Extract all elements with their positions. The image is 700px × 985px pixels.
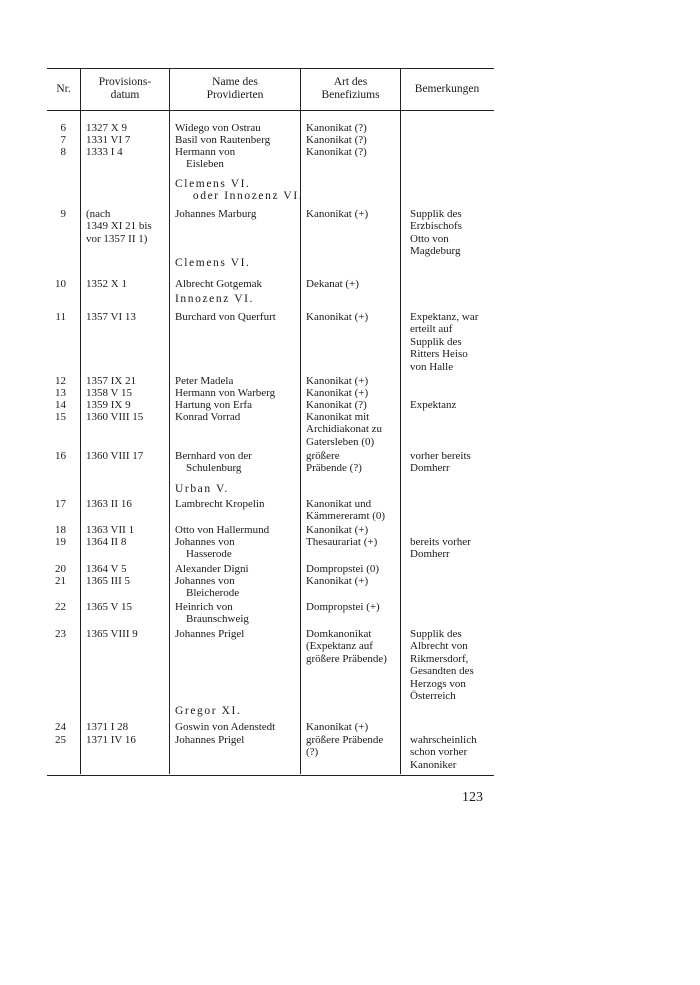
providierter-name-cell-line: Basil von Rautenberg: [175, 134, 271, 146]
column-divider-3: [300, 68, 301, 774]
benefizium-cell: [306, 122, 367, 134]
providierter-name-cell-line: Widego von Ostrau: [175, 122, 261, 134]
provisionsdatum-cell-line: vor 1357 II 1): [86, 232, 148, 245]
row-number: 12: [55, 375, 66, 387]
row-number: 19: [55, 536, 66, 548]
bemerkungen-cell-line: erteilt auf: [410, 323, 453, 336]
row-number: 17: [55, 498, 66, 510]
benefizium-cell: [306, 734, 383, 759]
provisionsdatum-cell: [86, 399, 131, 411]
bemerkungen-cell-line: bereits vorher: [410, 536, 471, 548]
benefizium-cell-line: Kanonikat (+): [306, 524, 369, 536]
benefizium-cell: [306, 536, 377, 548]
provisionsdatum-cell-line: 1359 IX 9: [86, 399, 131, 411]
table-top-rule: [47, 68, 494, 69]
providierter-name-cell: [175, 734, 244, 746]
pope-heading: [175, 293, 254, 305]
header-provisionsdatum: Provisions- datum: [98, 76, 152, 101]
benefizium-cell: [306, 411, 382, 448]
providierter-name-cell: [175, 524, 269, 536]
header-art-des-benefiziums: Art des Benefiziums: [321, 76, 380, 101]
providierter-name-cell: [175, 601, 249, 626]
benefizium-cell-line: Gatersleben (0): [306, 435, 375, 448]
provisionsdatum-cell-line: 1327 X 9: [86, 122, 127, 134]
providierter-name-cell: [175, 536, 235, 561]
row-number: 7: [60, 134, 66, 146]
benefizium-cell-line: Dompropstei (0): [306, 563, 380, 575]
providierter-name-cell-line: Schulenburg: [175, 462, 242, 475]
benefizium-cell-line: Kanonikat (+): [306, 387, 369, 399]
bemerkungen-cell-line: Supplik des: [410, 335, 462, 348]
benefizium-cell: [306, 387, 368, 399]
row-number: 14: [55, 399, 66, 411]
provisionsdatum-cell-line: 1357 IX 21: [86, 375, 137, 387]
provisionsdatum-cell: [86, 721, 128, 733]
benefizium-cell-line: Dekanat (+): [306, 278, 359, 290]
provisionsdatum-cell: [86, 134, 130, 146]
benefizium-cell-line: Thesaurariat (+): [306, 536, 378, 548]
row-number: 8: [60, 146, 66, 158]
bemerkungen-cell-line: Supplik des: [410, 628, 462, 640]
bemerkungen-cell-line: von Halle: [410, 360, 454, 373]
provisionsdatum-cell: [86, 601, 132, 613]
bemerkungen-cell-line: Ritters Heiso: [410, 348, 468, 361]
providierter-name-cell-line: Bernhard von der: [175, 450, 252, 462]
provisionsdatum-cell-line: 1331 VI 7: [86, 134, 131, 146]
providierter-name-cell-line: Hasserode: [175, 548, 232, 561]
provisionsdatum-cell: [86, 311, 136, 323]
bemerkungen-cell-line: Kanoniker: [410, 758, 457, 771]
benefizium-cell: [306, 575, 368, 587]
providierter-name-cell: [175, 399, 252, 411]
row-number: 15: [55, 411, 66, 423]
benefizium-cell-line: Kanonikat (?): [306, 134, 367, 146]
bemerkungen-cell-line: Otto von: [410, 232, 449, 245]
benefizium-cell-line: Domkanonikat: [306, 628, 372, 640]
providierter-name-cell: [175, 311, 276, 323]
providierter-name-cell: [175, 498, 265, 510]
benefizium-cell-line: Kanonikat (+): [306, 575, 369, 587]
pope-heading: [175, 257, 251, 269]
benefizium-cell-line: Kanonikat und: [306, 498, 372, 510]
bemerkungen-cell-line: Expektanz, war: [410, 311, 479, 323]
benefizium-cell-line: Kanonikat (?): [306, 146, 367, 158]
provisionsdatum-cell: [86, 628, 138, 640]
row-number: 23: [55, 628, 66, 640]
provisionsdatum-cell: [86, 734, 136, 746]
provisionsdatum-cell: [86, 387, 132, 399]
bemerkungen-cell-line: Domherr: [410, 548, 450, 561]
benefizium-cell-line: Kämmereramt (0): [306, 510, 386, 523]
providierter-name-cell: [175, 278, 262, 290]
providierter-name-cell: [175, 375, 233, 387]
bemerkungen-cell: [410, 208, 462, 258]
benefizium-cell: [306, 278, 359, 290]
benefizium-cell-line: Kanonikat (?): [306, 122, 367, 134]
provisionsdatum-cell-line: 1371 I 28: [86, 721, 129, 733]
provisionsdatum-cell-line: 1360 VIII 17: [86, 450, 144, 462]
column-divider-4: [400, 68, 401, 774]
provisionsdatum-cell-line: 1365 VIII 9: [86, 628, 138, 640]
benefizium-cell-line: größere Präbende): [306, 652, 387, 665]
bemerkungen-cell: [410, 399, 456, 411]
provisionsdatum-cell-line: 1364 V 5: [86, 563, 127, 575]
benefizium-cell-line: Kanonikat (+): [306, 311, 369, 323]
row-number: 11: [55, 311, 66, 323]
providierter-name-cell-line: Burchard von Querfurt: [175, 311, 276, 323]
providierter-name-cell-line: Konrad Vorrad: [175, 411, 241, 423]
bemerkungen-cell-line: Supplik des: [410, 208, 462, 220]
column-divider-1: [80, 68, 81, 774]
benefizium-cell-line: Dompropstei (+): [306, 601, 380, 613]
providierter-name-cell-line: Alexander Digni: [175, 563, 249, 575]
table-bottom-rule: [47, 775, 494, 776]
benefizium-cell: [306, 721, 368, 733]
provisionsdatum-cell-line: 1360 VIII 15: [86, 411, 144, 423]
benefizium-cell-line: Archidiakonat zu: [306, 423, 383, 436]
benefizium-cell-line: Kanonikat mit: [306, 411, 370, 423]
pope-heading-line: Clemens VI.: [175, 178, 251, 190]
provisionsdatum-cell: [86, 278, 127, 290]
benefizium-cell-line: (Expektanz auf: [306, 640, 373, 653]
bemerkungen-cell: [410, 628, 474, 702]
provisionsdatum-cell-line: 1365 V 15: [86, 601, 133, 613]
provisionsdatum-cell: [86, 375, 136, 387]
page-number: 123: [462, 790, 483, 805]
providierter-name-cell: [175, 563, 249, 575]
header-bemerkungen: Bemerkungen: [414, 83, 480, 95]
benefizium-cell: [306, 134, 367, 146]
providierter-name-cell-line: Eisleben: [175, 158, 224, 171]
provisionsdatum-cell-line: 1349 XI 21 bis: [86, 220, 152, 233]
provisionsdatum-cell: [86, 498, 132, 510]
provisionsdatum-cell: [86, 575, 130, 587]
provisionsdatum-cell-line: 1363 VII 1: [86, 524, 135, 536]
providierter-name-cell-line: Hartung von Erfa: [175, 399, 252, 411]
benefizium-cell-line: Präbende (?): [306, 462, 362, 475]
provisionsdatum-cell: [86, 411, 143, 423]
providierter-name-cell: [175, 411, 240, 423]
benefizium-cell: [306, 563, 379, 575]
benefizium-cell: [306, 498, 385, 523]
provisionsdatum-cell-line: 1358 V 15: [86, 387, 133, 399]
benefizium-cell: [306, 399, 367, 411]
provisionsdatum-cell: [86, 208, 152, 245]
pope-heading-line: Clemens VI.: [175, 257, 251, 269]
pope-heading: [175, 705, 241, 717]
pope-heading: [175, 483, 229, 495]
pope-heading-line: Innozenz VI.: [175, 293, 255, 305]
column-divider-2: [169, 68, 170, 774]
provisionsdatum-cell: [86, 450, 143, 462]
row-number: 20: [55, 563, 66, 575]
bemerkungen-cell-line: Österreich: [410, 690, 456, 703]
benefizium-cell-line: (?): [306, 746, 319, 759]
benefizium-cell: [306, 601, 380, 613]
header-nr: Nr.: [56, 83, 71, 95]
providierter-name-cell: [175, 122, 261, 134]
row-number: 24: [55, 721, 66, 733]
bemerkungen-cell: [410, 450, 471, 475]
pope-heading-line: Urban V.: [175, 483, 229, 495]
header-name-des-providierten: Name des Providierten: [206, 76, 264, 101]
providierter-name-cell: [175, 387, 275, 399]
bemerkungen-cell-line: wahrscheinlich: [410, 734, 477, 746]
provisionsdatum-cell: [86, 146, 123, 158]
providierter-name-cell-line: Johannes Marburg: [175, 208, 257, 220]
benefizium-cell-line: Kanonikat (+): [306, 375, 369, 387]
providierter-name-cell-line: Bleicherode: [175, 587, 240, 600]
benefizium-cell: [306, 628, 387, 665]
providierter-name-cell-line: Johannes von: [175, 536, 235, 548]
bemerkungen-cell-line: vorher bereits: [410, 450, 471, 462]
providierter-name-cell-line: Heinrich von: [175, 601, 233, 613]
row-number: 18: [55, 524, 66, 536]
provisionsdatum-cell-line: 1357 VI 13: [86, 311, 136, 323]
provisionsdatum-cell-line: 1371 IV 16: [86, 734, 136, 746]
providierter-name-cell: [175, 721, 275, 733]
provisionsdatum-cell-line: 1364 II 8: [86, 536, 127, 548]
providierter-name-cell-line: Johannes von: [175, 575, 235, 587]
pope-heading-line: Gregor XI.: [175, 705, 242, 717]
bemerkungen-cell: [410, 311, 478, 373]
providierter-name-cell-line: Otto von Hallermund: [175, 524, 270, 536]
provisionsdatum-cell-line: 1365 III 5: [86, 575, 130, 587]
providierter-name-cell-line: Johannes Prigel: [175, 628, 245, 640]
provisionsdatum-cell: [86, 563, 127, 575]
providierter-name-cell: [175, 208, 256, 220]
benefizium-cell: [306, 208, 368, 220]
bemerkungen-cell-line: Expektanz: [410, 399, 457, 411]
benefizium-cell: [306, 375, 368, 387]
row-number: 22: [55, 601, 66, 613]
row-number: 6: [60, 122, 66, 134]
provisionsdatum-cell: [86, 122, 127, 134]
provisionsdatum-cell-line: (nach: [86, 208, 111, 220]
benefizium-cell-line: Kanonikat (?): [306, 399, 367, 411]
row-number: 10: [55, 278, 66, 290]
benefizium-cell-line: größere: [306, 450, 340, 462]
benefizium-cell: [306, 311, 368, 323]
bemerkungen-cell: [410, 536, 471, 561]
row-number: 16: [55, 450, 66, 462]
providierter-name-cell-line: Albrecht Gotgemak: [175, 278, 263, 290]
row-number: 25: [55, 734, 66, 746]
bemerkungen-cell-line: Herzogs von: [410, 677, 466, 690]
providierter-name-cell-line: Braunschweig: [175, 613, 249, 626]
pope-heading-line: oder Innozenz VI.: [175, 190, 304, 203]
row-number: 9: [60, 208, 66, 220]
pope-heading: [175, 178, 303, 203]
providierter-name-cell-line: Hermann von Warberg: [175, 387, 276, 399]
providierter-name-cell: [175, 628, 244, 640]
providierter-name-cell: [175, 450, 252, 475]
providierter-name-cell-line: Peter Madela: [175, 375, 234, 387]
provisionsdatum-cell-line: 1333 I 4: [86, 146, 123, 158]
provisionsdatum-cell: [86, 524, 134, 536]
bemerkungen-cell-line: Gesandten des: [410, 665, 474, 678]
benefizium-cell-line: Kanonikat (+): [306, 721, 369, 733]
provisionsdatum-cell-line: 1352 X 1: [86, 278, 127, 290]
providierter-name-cell: [175, 146, 235, 171]
row-number: 13: [55, 387, 66, 399]
provisionsdatum-cell: [86, 536, 126, 548]
providierter-name-cell: [175, 575, 239, 600]
providierter-name-cell-line: Johannes Prigel: [175, 734, 245, 746]
benefizium-cell: [306, 146, 367, 158]
benefizium-cell: [306, 524, 368, 536]
bemerkungen-cell-line: Albrecht von: [410, 640, 468, 653]
benefizium-cell-line: Kanonikat (+): [306, 208, 369, 220]
provisionsdatum-cell-line: 1363 II 16: [86, 498, 132, 510]
bemerkungen-cell-line: Erzbischofs: [410, 220, 462, 233]
row-number: 21: [55, 575, 66, 587]
bemerkungen-cell-line: Domherr: [410, 462, 450, 475]
providierter-name-cell-line: Goswin von Adenstedt: [175, 721, 276, 733]
bemerkungen-cell: [410, 734, 477, 771]
benefizium-cell: [306, 450, 362, 475]
table-header-rule: [47, 110, 494, 111]
bemerkungen-cell-line: Magdeburg: [410, 245, 461, 258]
benefizium-cell-line: größere Präbende: [306, 734, 384, 746]
bemerkungen-cell-line: Rikmersdorf,: [410, 652, 469, 665]
providierter-name-cell-line: Hermann von: [175, 146, 236, 158]
providierter-name-cell-line: Lambrecht Kropelin: [175, 498, 265, 510]
bemerkungen-cell-line: schon vorher: [410, 746, 468, 759]
providierter-name-cell: [175, 134, 270, 146]
